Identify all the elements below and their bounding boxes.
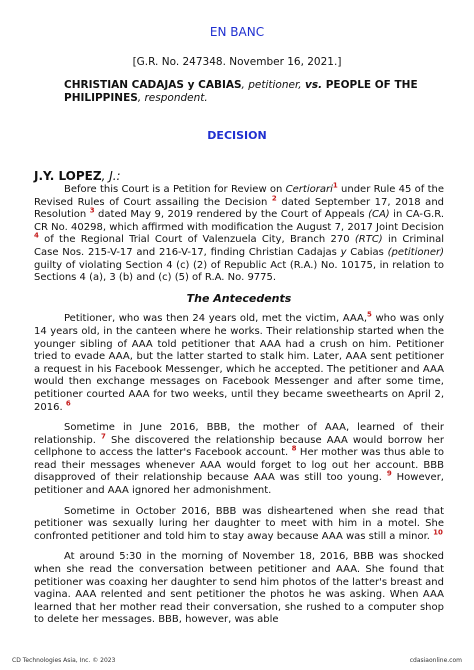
footnote-ref-2[interactable]: 2	[271, 194, 277, 203]
paragraph-5: At around 5:30 in the morning of November 18, 2016, BBB was shocked when she read the conversation between petitioner and AAA. She found that petitioner was coaxing her daughter to send him photos of the latter's breast and vagina. AAA relented and sent petitioner the photos he was asking. When AAA learned that her mother read their conversation, she rushed to a computer shop to delete her messages. BBB, however, was able	[34, 551, 444, 626]
footnote-ref-10[interactable]: 10	[433, 528, 443, 537]
petitioner-role: , petitioner,	[241, 79, 305, 91]
footnote-ref-7[interactable]: 7	[101, 432, 106, 441]
petitioner-name: CHRISTIAN CADAJAS y CABIAS	[64, 79, 242, 91]
footnote-ref-4[interactable]: 4	[34, 232, 39, 241]
footer-copyright: CD Technologies Asia, Inc. © 2023	[12, 657, 116, 664]
section-heading-antecedents: The Antecedents	[186, 291, 292, 305]
versus: vs.	[304, 79, 323, 91]
court-division: EN BANC	[209, 25, 265, 39]
case-parties	[64, 79, 424, 105]
paragraph-4: Sometime in October 2016, BBB was disheartened when she read that petitioner was sexually luring her daughter to meet with him in a motel. She confronted petitioner and told him to stay away because AAA was still a minor. $^{10}$	[34, 505, 444, 542]
respondent-name: PEOPLE OF THE PHILIPPINES	[64, 79, 418, 104]
paragraph-3: Sometime in June 2016, BBB, the mother of AAA, learned of their relationship. $^7$ She discovered the relationship because AAA would borrow her cellphone to access the latter's Facebook account. $^8$ Her mother was thus able to read their messages whenever AAA would forget to log out her account. BBB disapproved of their relationship because AAA was still too young. $^9$ However, petitioner and AAA ignored her admonishment.	[34, 422, 444, 497]
footnote-ref-1[interactable]: 1	[332, 181, 338, 190]
footer-site: cdasiaonline.com	[409, 657, 462, 664]
footnote-ref-5[interactable]: 5	[367, 311, 372, 320]
paragraph-2: Petitioner, who was then 24 years old, met the victim, AAA,$^5$ who was only 14 years old, in the canteen where he works. Their relationship started when the younger sibling of AAA told petitioner that AAA had a crush on him. Petitioner tried to evade AAA, but the latter started to stalk him. Later, AAA sent petitioner a request in his Facebook Messenger, which he accepted. The petitioner and AAA would then exchange messages on Facebook Messenger and after some time, petitioner courted AAA for two weeks, until they became sweethearts on April 2, 2016. $^6$	[34, 311, 444, 413]
ponente-suffix: , J.:	[101, 169, 121, 183]
ponente-name: J.Y. LOPEZ	[34, 169, 102, 183]
footnote-ref-6[interactable]: 6	[65, 399, 71, 408]
respondent-role: , respondent.	[137, 92, 208, 104]
paragraph-1: Before this Court is a Petition for Review on Certiorari$^1$ under Rule 45 of the Revised Rules of Court assailing the Decision $^2$ dated September 17, 2018 and Resolution $^3$ dated May 9, 2019 rendered by the Court of Appeals (CA) in CA-G.R. CR No. 40298, which affirmed with modification the August 7, 2017 Joint Decision $^4$ of the Regional Trial Court of Valenzuela City, Branch 270 (RTC) in Criminal Case Nos. 215-V-17 and 216-V-17, finding Christian Cadajas y Cabias (petitioner) guilty of violating Section 4 (c) (2) of Republic Act (R.A.) No. 10175, in relation to Sections 4 (a), 3 (b) and (c) (5) of R.A. No. 9775.	[34, 181, 445, 284]
decision-title: DECISION	[207, 129, 267, 142]
case-number: [G.R. No. 247348. November 16, 2021.]	[132, 56, 342, 68]
footnote-ref-3[interactable]: 3	[89, 206, 95, 215]
decision-body	[34, 181, 445, 635]
footnote-ref-9[interactable]: 9	[386, 470, 392, 479]
ponente	[34, 169, 121, 183]
footnote-ref-8[interactable]: 8	[291, 444, 297, 453]
